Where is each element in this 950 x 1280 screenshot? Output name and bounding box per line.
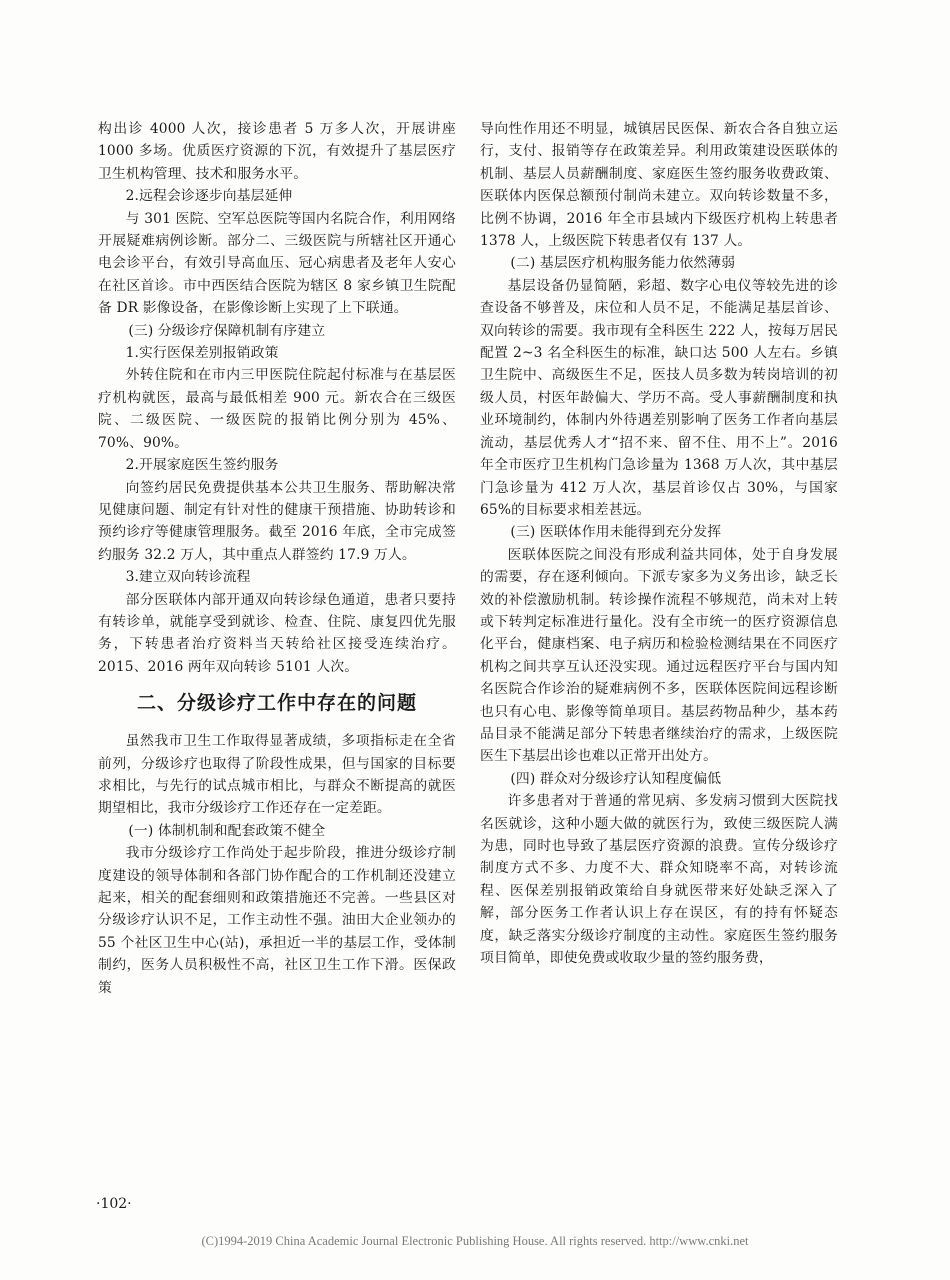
paragraph: 医联体医院之间没有形成利益共同体，处于自身发展的需要，存在逐利倾向。下派专家多为义务出诊，缺乏长效的补偿激励机制。转诊操作流程不够规范，尚未对上转或下转判定标准进行量化。没有全市统一的医疗资源信息化平台，健康档案、电子病历和检验检测结果在不同医疗机构之间共享互认还没实现。通过远程医疗平台与国内知名医院合作诊治的疑难病例不多，医联体医院间远程诊断也只有心电、影像等简单项目。基层药物品种少，基本药品目录不能满足部分下转患者继续治疗的需求，上级医院医生下基层出诊也难以正常开出处方。 [480, 546, 838, 765]
paragraph: 基层设备仍显简陋，彩超、数字心电仪等较先进的诊查设备不够普及，床位和人员不足，不能满足基层首诊、双向转诊的需要。我市现有全科医生 222 人，按每万居民配置 2~3 名全科医生的标准，缺口达 500 人左右。乡镇卫生院中、高级医生不足，医技人员多数为转岗培训的初级人员，村医年龄偏大、学历不高。受人事薪酬制度和执业环境制约，体制内外待遇差别影响了医务工作者向基层流动，基层优秀人才“招不来、留不住、用不上”。2016 年全市医疗卫生机构门急诊量为 1368 万人次，其中基层门急诊量为 412 万人次，基层首诊仅占 30%，与国家 65%的目标要求相差甚远。 [480, 277, 838, 518]
copyright-footer: (C)1994-2019 China Academic Journal Electronic Publishing House. All rights reserved. http://www.cnki.net [201, 1234, 749, 1248]
subheading-insurance-policy: 1.实行医保差别报销政策 [125, 345, 279, 362]
paragraph: 许多患者对于普通的常见病、多发病习惯到大医院找名医就诊，这种小题大做的就医行为，致使三级医院人满为患，同时也导致了基层医疗资源的浪费。宣传分级诊疗制度方式不多、力度不大、群众知晓率不高，对转诊流程、医保差别报销政策给自身就医带来好处缺乏深入了解，部分医务工作者认识上存在误区，有的持有怀疑态度，缺乏落实分级诊疗制度的主动性。家庭医生签约服务项目简单，即使免费或收取少量的签约服务费， [480, 793, 838, 967]
paragraph-continued: 构出诊 4000 人次，接诊患者 5 万多人次，开展讲座 1000 多场。优质医疗资源的下沉，有效提升了基层医疗卫生机构管理、技术和服务水平。 [98, 121, 456, 182]
right-column [480, 118, 838, 969]
paragraph: 虽然我市卫生工作取得显著成绩，多项指标走在全省前列，分级诊疗也取得了阶段性成果，但与国家的目标要求相比，与先行的试点城市相比，与群众不断提高的就医期望相比，我市分级诊疗工作还存在一定差距。 [98, 733, 456, 817]
subheading-referral: 3.建立双向转诊流程 [125, 569, 251, 586]
paragraph: 向签约居民免费提供基本公共卫生服务、帮助解决常见健康问题、制定有针对性的健康干预措施、协助转诊和预约诊疗等健康管理服务。截至 2016 年底，全市完成签约服务 32.2 万人，其中重点人群签约 17.9 万人。 [98, 479, 456, 563]
paragraph: 外转住院和在市内三甲医院住院起付标准与在基层医疗机构就医，最高与最低相差 900 元。新农合在三级医院、二级医院、一级医院的报销比例分别为 45%、70%、90%。 [98, 367, 456, 451]
paragraph: 我市分级诊疗工作尚处于起步阶段，推进分级诊疗制度建设的领导体制和各部门协作配合的工作机制还没建立起来，相关的配套细则和政策措施还不完善。一些县区对分级诊疗认识不足，工作主动性不强。油田大企业领办的 55 个社区卫生中心(站)，承担近一半的基层工作，受体制制约，医务人员积极性不高，社区卫生工作下滑。医保政策 [98, 845, 456, 996]
section-heading-capacity: (二) 基层医疗机构服务能力依然薄弱 [510, 255, 736, 272]
subheading-remote-consultation: 2.远程会诊逐步向基层延伸 [125, 188, 293, 205]
section-heading-policy: (一) 体制机制和配套政策不健全 [128, 822, 326, 839]
section-heading-awareness: (四) 群众对分级诊疗认知程度偏低 [510, 770, 722, 787]
paragraph: 与 301 医院、空军总医院等国内名院合作，利用网络开展疑难病例诊断。部分二、三级医院与所辖社区开通心电会诊平台，有效引导高血压、冠心病患者及老年人安心在社区首诊。市中西医结合医院为辖区 8 家乡镇卫生院配备 DR 影像设备，在影像诊断上实现了上下联通。 [98, 210, 456, 317]
subheading-family-doctor: 2.开展家庭医生签约服务 [125, 457, 279, 474]
paragraph: 部分医联体内部开通双向转诊绿色通道，患者只要持有转诊单，就能享受到就诊、检查、住院、康复四优先服务，下转患者治疗资料当天转给社区接受连续治疗。2015、2016 两年双向转诊 5101 人次。 [98, 591, 456, 675]
page-number: ·102· [96, 1196, 132, 1212]
section-heading-guarantee: (三) 分级诊疗保障机制有序建立 [128, 322, 326, 339]
section-title-problems: 二、分级诊疗工作中存在的问题 [136, 692, 417, 715]
section-heading-alliance: (三) 医联体作用未能得到充分发挥 [510, 524, 722, 541]
paragraph-continued: 导向性作用还不明显，城镇居民医保、新农合各自独立运行，支付、报销等存在政策差异。利用政策建设医联体的机制、基层人员薪酬制度、家庭医生签约服务收费政策、医联体内医保总额预付制尚未建立。双向转诊数量不多，比例不协调，2016 年全市县域内下级医疗机构上转患者 1378 人，上级医院下转患者仅有 137 人。 [480, 121, 838, 250]
left-column [98, 118, 456, 999]
